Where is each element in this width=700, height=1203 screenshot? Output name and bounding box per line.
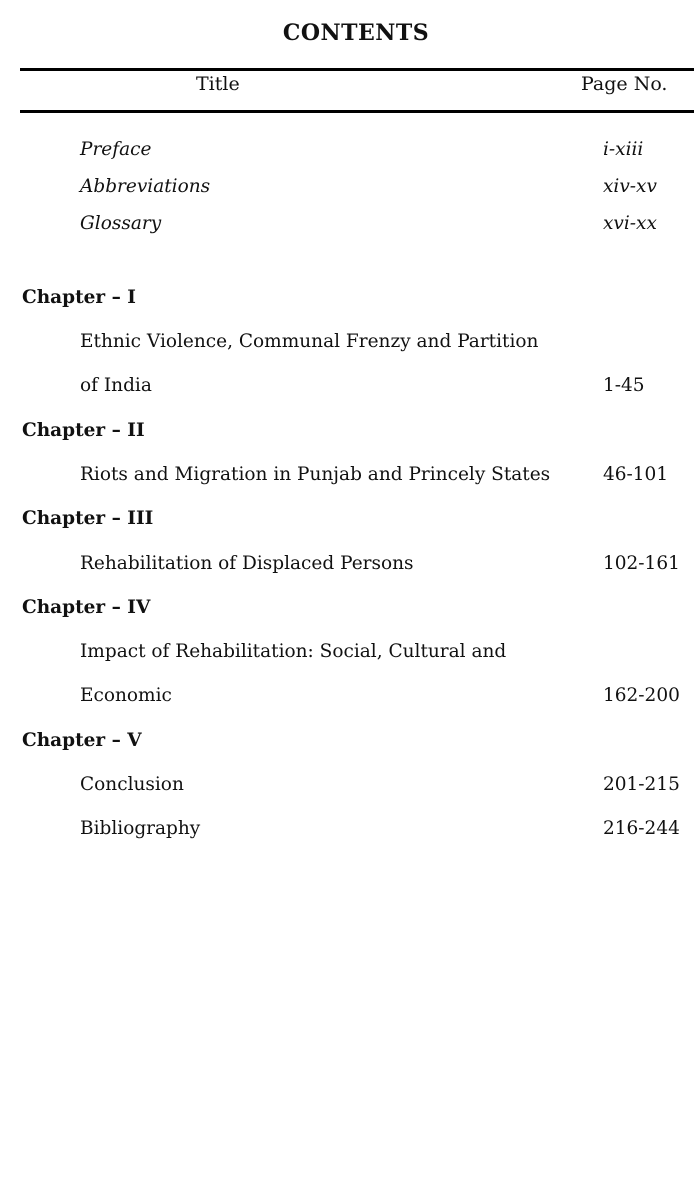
front-matter-pages-glossary: xvi-xx (603, 213, 657, 234)
chapter-label-1: Chapter – I (22, 287, 136, 308)
front-matter-title-preface: Preface (80, 139, 152, 160)
chapter-pages-2: 46-101 (603, 464, 669, 485)
chapter-label-4: Chapter – IV (22, 597, 151, 618)
column-header-title: Title (196, 73, 240, 95)
chapter-title-4-line-1: Impact of Rehabilitation: Social, Cultural and (80, 641, 507, 662)
column-header-page: Page No. (581, 73, 668, 95)
chapter-title-1-line-1: Ethnic Violence, Communal Frenzy and Partition (80, 331, 539, 352)
front-matter-pages-preface: i-xiii (603, 139, 644, 160)
chapter-label-2: Chapter – II (22, 420, 145, 441)
chapter-pages-3: 102-161 (603, 553, 680, 574)
chapter-title-4-line-2: Economic (80, 685, 172, 706)
chapter-label-5: Chapter – V (22, 730, 142, 751)
chapter-title-3: Rehabilitation of Displaced Persons (80, 553, 414, 574)
chapter-pages-4: 162-200 (603, 685, 680, 706)
header-top-rule (20, 68, 694, 71)
chapter-title-1-line-2: of India (80, 375, 152, 396)
chapter-title-5: Conclusion (80, 774, 184, 795)
front-matter-title-glossary: Glossary (80, 213, 162, 234)
page-title: CONTENTS (282, 20, 430, 46)
front-matter-title-abbreviations: Abbreviations (80, 176, 211, 197)
back-matter-title-bibliography: Bibliography (80, 818, 201, 839)
chapter-pages-5: 201-215 (603, 774, 680, 795)
chapter-title-2: Riots and Migration in Punjab and Princely States (80, 464, 551, 485)
front-matter-pages-abbreviations: xiv-xv (603, 176, 657, 197)
chapter-pages-1: 1-45 (603, 375, 645, 396)
chapter-label-3: Chapter – III (22, 508, 154, 529)
header-bottom-rule (20, 110, 694, 113)
back-matter-pages-bibliography: 216-244 (603, 818, 680, 839)
